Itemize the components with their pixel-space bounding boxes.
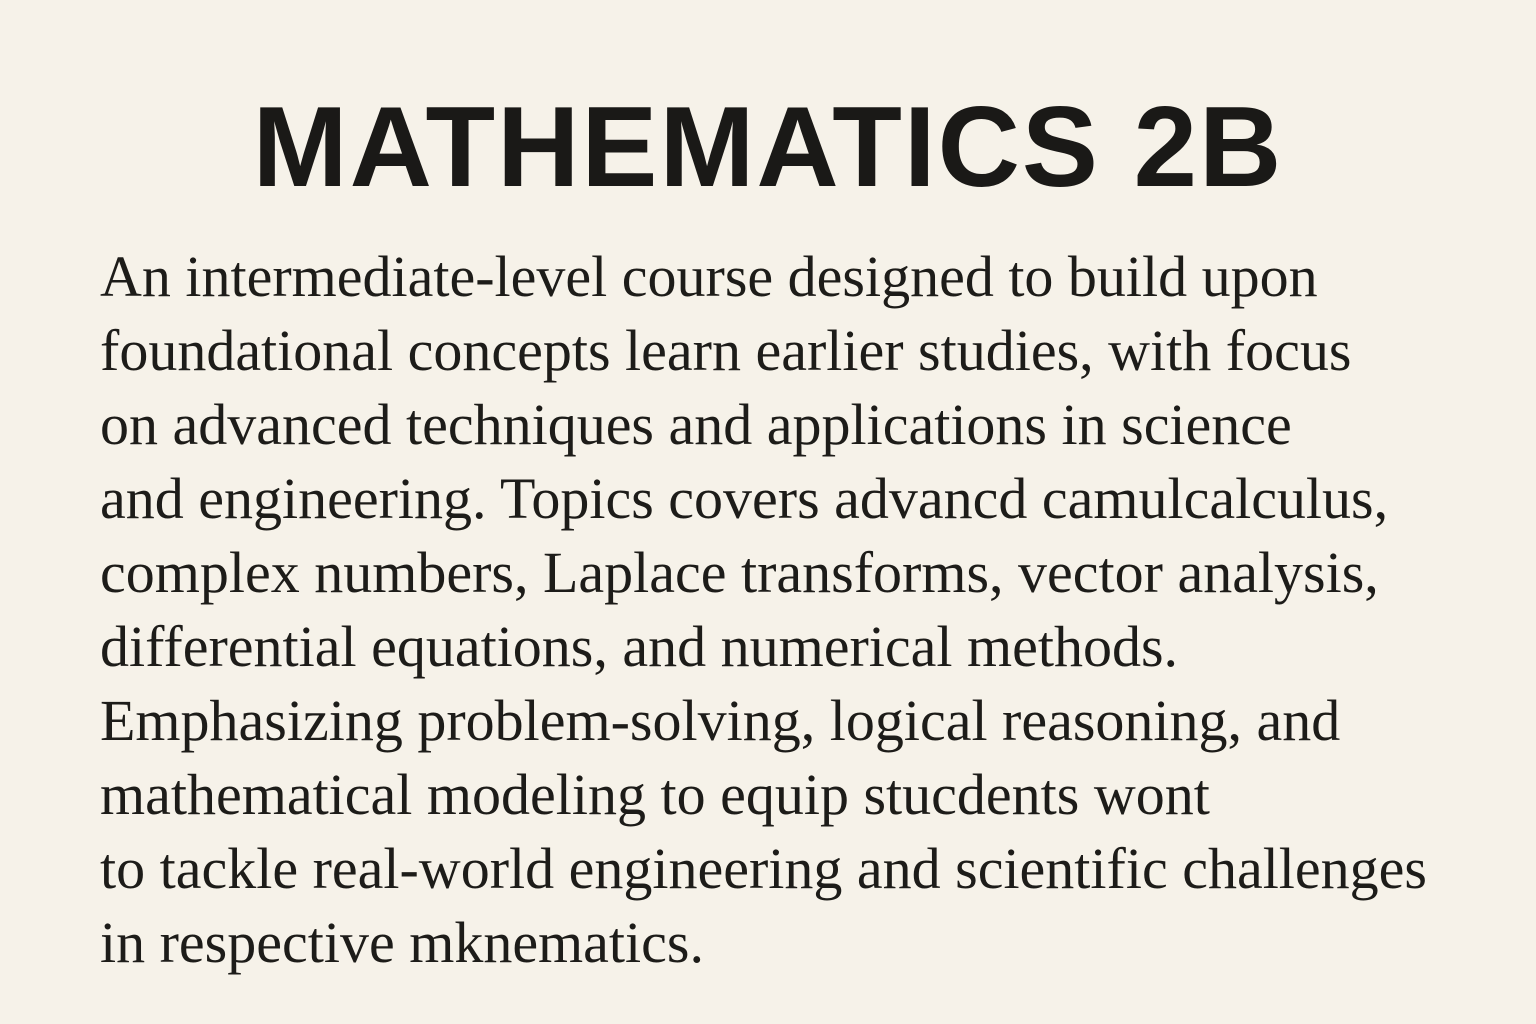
description-line: in respective mknematics. <box>100 910 704 975</box>
description-line: complex numbers, Laplace transforms, vector analysis, <box>100 540 1379 605</box>
description-line: foundational concepts learn earlier studies, with focus <box>100 318 1352 383</box>
description-line: on advanced techniques and applications in science <box>100 392 1292 457</box>
description-line: and engineering. Topics covers advancd camulcalculus, <box>100 466 1389 531</box>
description-line: to tackle real-world engineering and scientific challenges <box>100 836 1427 901</box>
course-description <box>100 240 1520 980</box>
course-title: MATHEMATICS 2B <box>252 84 1284 211</box>
description-line: Emphasizing problem-solving, logical reasoning, and <box>100 688 1341 753</box>
description-line: mathematical modeling to equip stucdents wont <box>100 762 1210 827</box>
description-line: An intermediate-level course designed to build upon <box>100 244 1318 309</box>
description-line: differential equations, and numerical methods. <box>100 614 1179 679</box>
